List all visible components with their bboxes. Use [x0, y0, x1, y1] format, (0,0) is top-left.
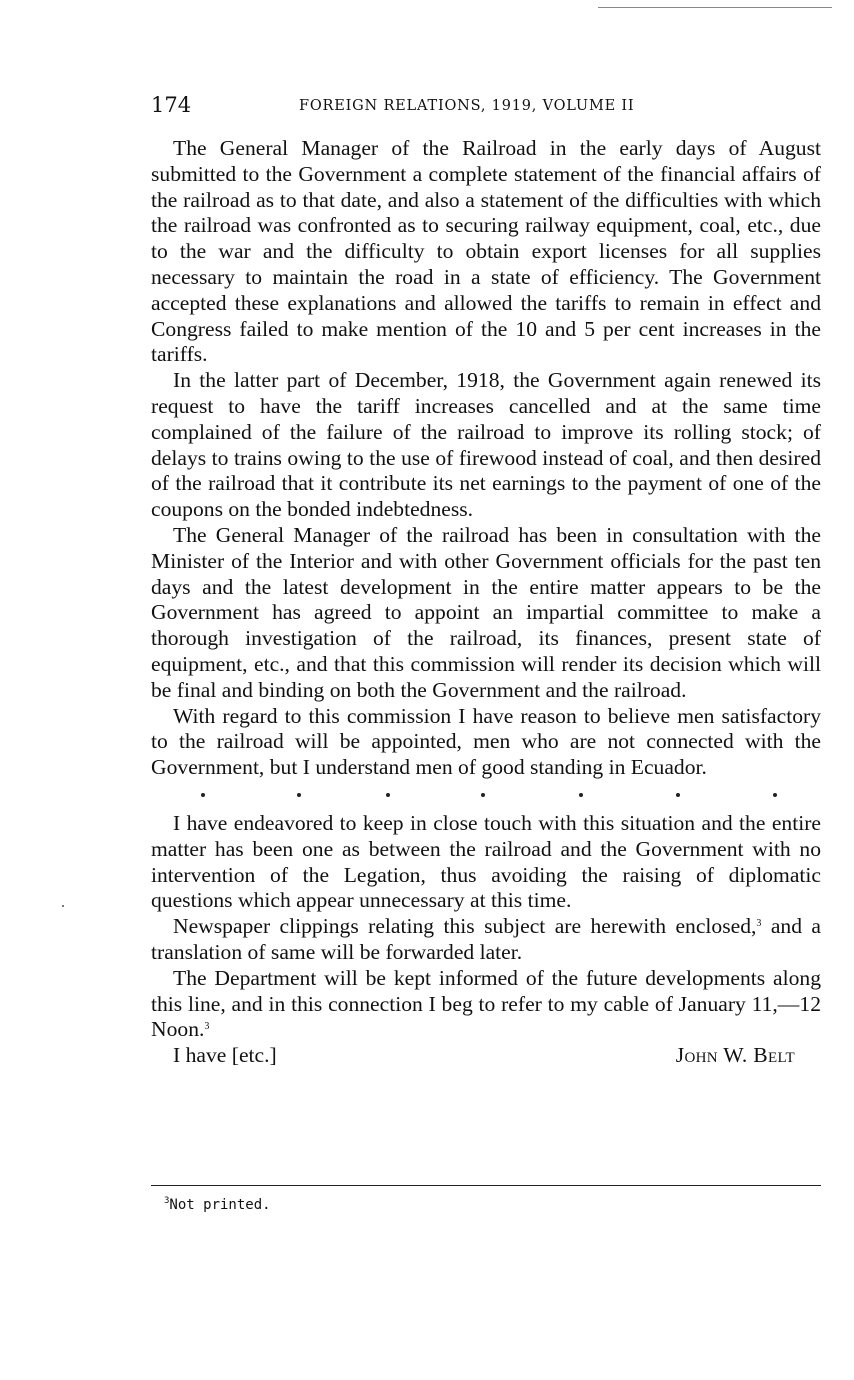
- footnote-marker: 3: [164, 1196, 170, 1206]
- paragraph-newspaper-clippings: [151, 914, 821, 966]
- omission-ellipsis: [151, 781, 821, 811]
- paragraph-close-touch: I have endeavored to keep in close touch with this situation and the entire matter has been one as between the railroad and the Government with no intervention of the Legation, thus avoiding the raising of diplomatic questions which appear unnecessary at this time.: [151, 810, 821, 913]
- margin-mark: [62, 905, 64, 907]
- letter-body: [151, 136, 821, 1069]
- closing-line: [151, 1043, 821, 1069]
- footnote-divider: [151, 1185, 821, 1186]
- paragraph-december-request: In the latter part of December, 1918, the Government again renewed its request to have the tariff increases cancelled and at the same time complained of the failure of the railroad to improve its rolling stock; of delays to trains owing to the use of firewood instead of coal, and then desired of the railroad that it contribute its net earnings to the payment of one of the coupons on the bonded indebtedness.: [151, 368, 821, 522]
- top-edge-rule: [598, 7, 832, 8]
- paragraph-general-manager-august: The General Manager of the Railroad in the early days of August submitted to the Government a complete statement of the financial affairs of the railroad as to that date, and also a statement of the difficulties with which the railroad was confronted as to securing railway equipment, coal, etc., due to the war and the difficulty to obtain export licenses for all supplies necessary to maintain the road in a state of efficiency. The Government accepted these explanations and allowed the tariffs to remain in effect and Congress failed to make mention of the 10 and 5 per cent increases in the tariffs.: [151, 136, 821, 367]
- ellipsis-dot: [386, 793, 390, 797]
- running-head: FOREIGN RELATIONS, 1919, VOLUME II: [299, 98, 635, 114]
- ellipsis-dot: [676, 793, 680, 797]
- paragraph-commission: With regard to this commission I have reason to believe men satisfactory to the railroad will be appointed, men who are not connected with the Government, but I understand men of good standing in Ecuador.: [151, 703, 821, 780]
- paragraph-department-informed: [151, 966, 821, 1043]
- footnote-reference: 3: [756, 918, 762, 930]
- paragraph-consultation: The General Manager of the railroad has been in consultation with the Minister of the Interior and with other Government officials for the past ten days and the latest development in the entire matter appears to be the Government has agreed to appoint an impartial committee to make a thorough investigation of the railroad, its finances, present state of equipment, etc., and that this commission will render its decision which will be final and binding on both the Government and the railroad.: [151, 522, 821, 702]
- newspaper-text: Newspaper clippings relating this subject are herewith enclosed,: [173, 914, 757, 939]
- complimentary-close: I have [etc.]: [173, 1043, 277, 1068]
- page-number: 174: [151, 93, 192, 117]
- page-header: [151, 90, 821, 120]
- ellipsis-dot: [481, 793, 485, 797]
- ellipsis-dot: [201, 793, 205, 797]
- footnote-reference: 3: [204, 1021, 210, 1033]
- newspaper-continuation: and a translation of same will be forwarded later.: [151, 914, 822, 964]
- ellipsis-dot: [297, 793, 301, 797]
- department-text: The Department will be kept informed of the future developments along this line, and in this connection I beg to refer to my cable of January 11,—12 Noon.: [151, 965, 821, 1042]
- footnote: [164, 1194, 271, 1216]
- footnote-text: Not printed.: [169, 1197, 271, 1213]
- ellipsis-dot: [579, 793, 583, 797]
- ellipsis-dot: [773, 793, 777, 797]
- signature: John W. Belt: [675, 1043, 795, 1068]
